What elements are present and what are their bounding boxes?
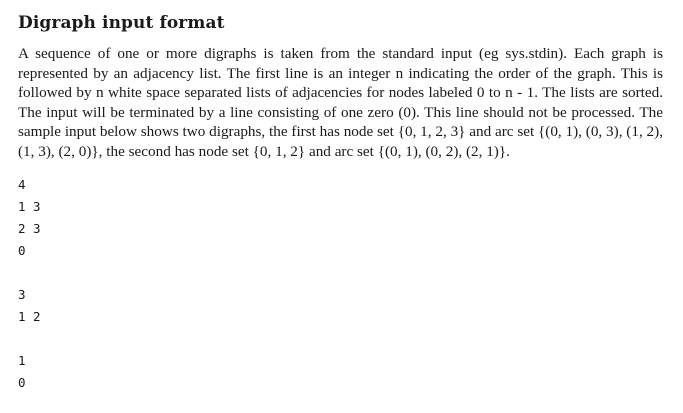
sample-input-blank-line — [18, 328, 663, 350]
description-paragraph: A sequence of one or more digraphs is taken from the standard input (eg sys.stdin). Each graph is represented by an adjacency list. The first line is an integer n indicating the order of the graph. This is followed by n white space separated lists of adjacencies for nodes labeled 0 to n - 1. The lists are sorted. The input will be terminated by a line consisting of one zero (0). This line should not be processed. The sample input below shows two digraphs, the first has node set {0, 1, 2, 3} and arc set {(0, 1), (0, 3), (1, 2), (1, 3), (2, 0)}, the second has node set {0, 1, 2} and arc set {(0, 1), (0, 2), (2, 1)}. — [18, 45, 663, 160]
sample-input-blank-line — [18, 262, 663, 284]
sample-input-line: 1 3 — [18, 198, 41, 214]
sample-input-line: 0 — [18, 242, 26, 258]
sample-input-line: 3 — [18, 286, 26, 302]
sample-input-line: 0 — [18, 374, 26, 390]
sample-input-block — [18, 174, 663, 394]
section-heading: Digraph input format — [18, 13, 225, 33]
sample-input-line: 2 3 — [18, 220, 41, 236]
sample-input-line: 1 2 — [18, 308, 41, 324]
document-page — [18, 12, 663, 394]
sample-input-line: 1 — [18, 352, 26, 368]
sample-input-line: 4 — [18, 176, 26, 192]
